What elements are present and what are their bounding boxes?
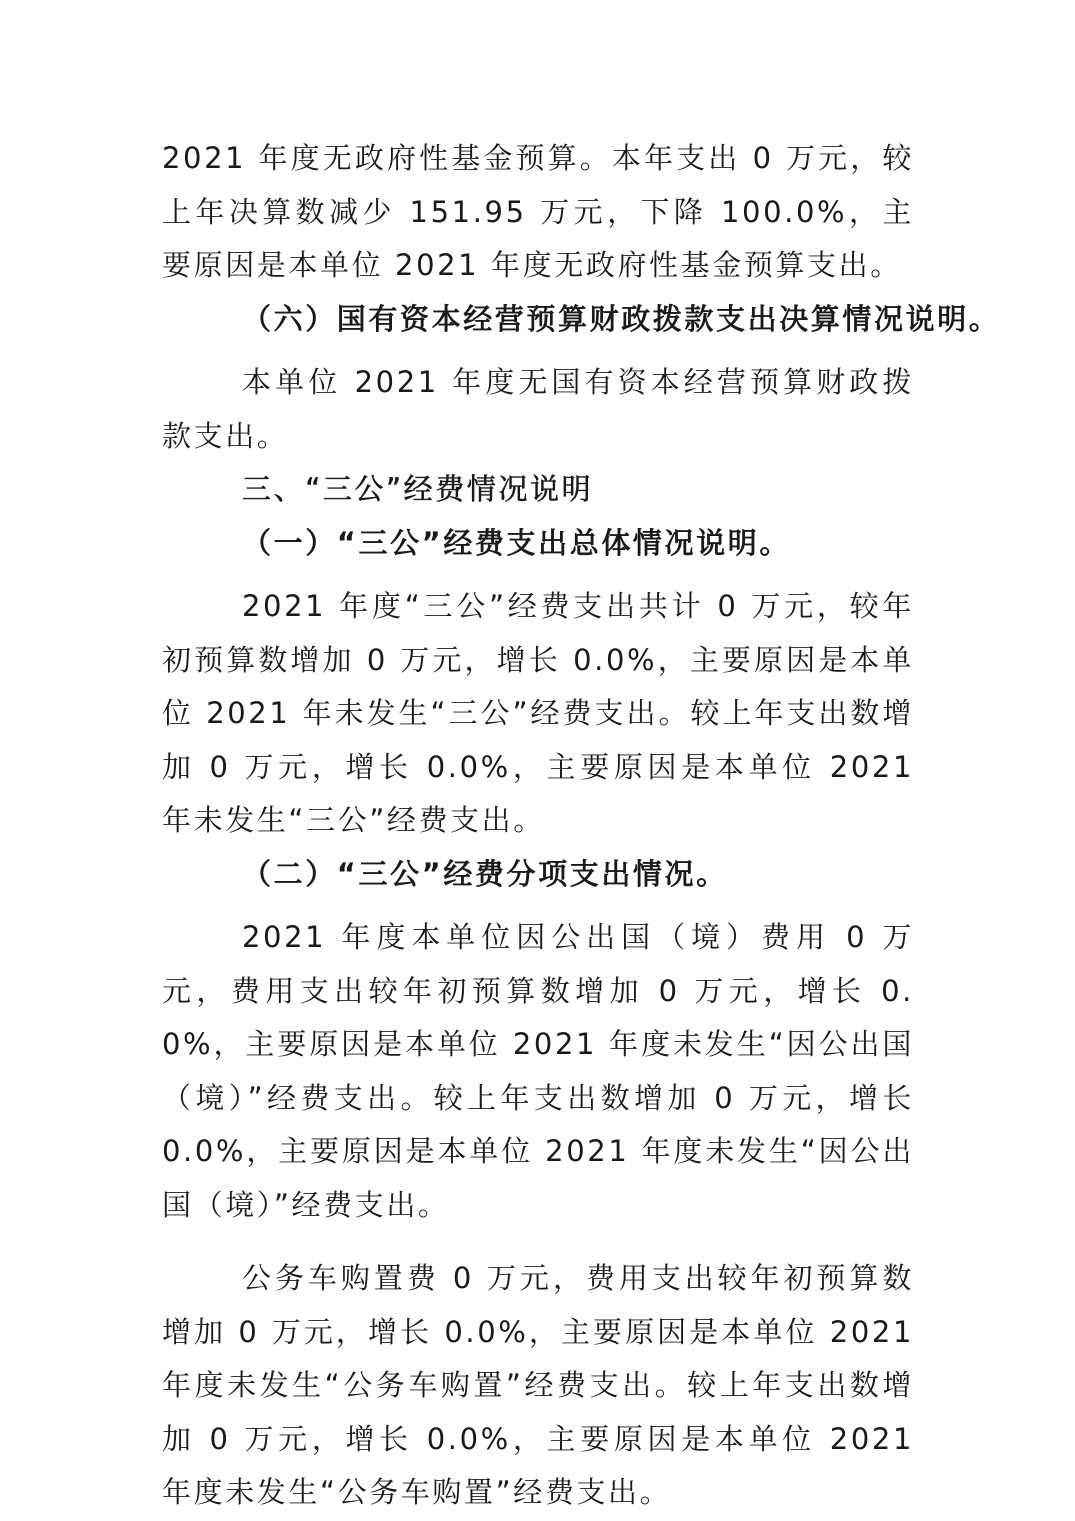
heading-three-public-expenses: 三、“三公”经费情况说明 — [242, 472, 594, 506]
paragraph-government-fund: 2021 年度无政府性基金预算。本年支出 0 万元，较上年决算数减少 151.95 万元，下降 100.0%，主要原因是本单位 2021 年度无政府性基金预算支出。 — [162, 141, 914, 282]
heading-overall-expenses: （一）“三公”经费支出总体情况说明。 — [242, 525, 791, 560]
paragraph-state-capital-budget: 本单位 2021 年度无国有资本经营预算财政拨款支出。 — [162, 365, 914, 453]
paragraph-overseas-travel-expenses: 2021 年度本单位因公出国（境）费用 0 万元，费用支出较年初预算数增加 0 万元，增长 0.0%，主要原因是本单位 2021 年度未发生“因公出国（境）”经费支出。较上年支出数增加 0 万元，增长 0.0%，主要原因是本单位 2021 年度未发生“因公出国（境）”经费支出。 — [162, 920, 914, 1222]
paragraph-overall-expenses: 2021 年度“三公”经费支出共计 0 万元，较年初预算数增加 0 万元，增长 0.0%，主要原因是本单位 2021 年未发生“三公”经费支出。较上年支出数增加 0 万元，增长 0.0%，主要原因是本单位 2021 年未发生“三公”经费支出。 — [162, 589, 914, 837]
paragraph-vehicle-purchase-expenses: 公务车购置费 0 万元，费用支出较年初预算数增加 0 万元，增长 0.0%，主要原因是本单位 2021 年度未发生“公务车购置”经费支出。较上年支出数增加 0 万元，增长 0.0%，主要原因是本单位 2021 年度未发生“公务车购置”经费支出。 — [162, 1261, 914, 1509]
document-page — [162, 132, 1001, 1520]
heading-state-capital-budget: （六）国有资本经营预算财政拨款支出决算情况说明。 — [242, 301, 1001, 336]
heading-itemized-expenses: （二）“三公”经费分项支出情况。 — [242, 856, 728, 891]
